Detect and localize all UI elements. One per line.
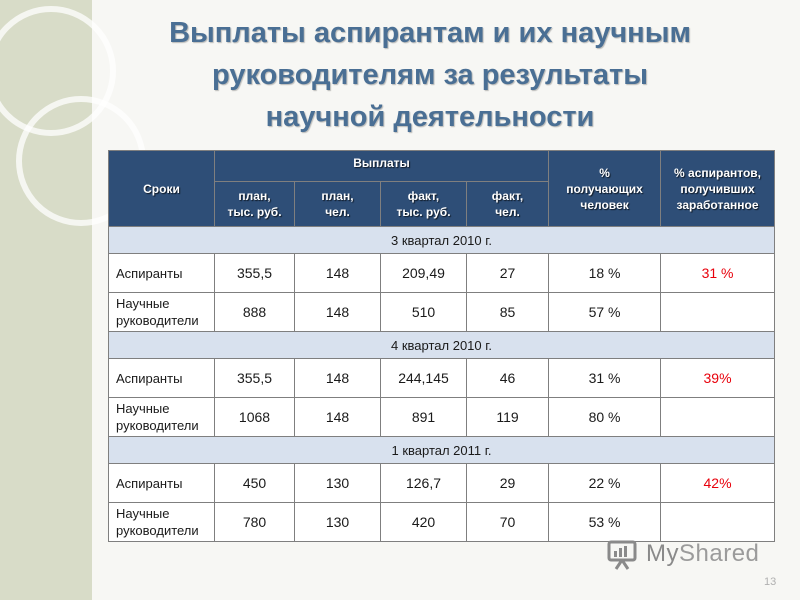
row-label-line-1: Научные: [116, 401, 170, 416]
cell-fact-rub: 209,49: [381, 254, 467, 293]
table-body: [109, 227, 775, 542]
cell-pct-receiving: 80 %: [549, 398, 661, 437]
header-pct-receiving-line-2: получающих: [566, 181, 643, 196]
cell-fact-rub: 891: [381, 398, 467, 437]
myshared-watermark: [606, 536, 759, 572]
slide-title: [130, 12, 730, 138]
row-label-line-1: Аспиранты: [116, 475, 183, 491]
header-fact-rub: [381, 182, 467, 227]
cell-plan-rub: 355,5: [215, 359, 295, 398]
cell-fact-ppl: 27: [467, 254, 549, 293]
row-label-line-2: руководители: [116, 313, 199, 328]
cell-plan-rub: 450: [215, 464, 295, 503]
header-pct-receiving: [549, 151, 661, 227]
cell-pct-receiving: 18 %: [549, 254, 661, 293]
cell-fact-rub: 420: [381, 503, 467, 542]
header-plan-ppl-line-2: чел.: [325, 205, 350, 219]
slide-title-line-1: Выплаты аспирантам и их научным: [169, 17, 691, 49]
cell-pct-students: 31 %: [661, 254, 775, 293]
cell-plan-ppl: 148: [295, 398, 381, 437]
cell-plan-rub: 888: [215, 293, 295, 332]
header-pct-students-line-2: получивших: [680, 181, 755, 196]
cell-plan-rub: 1068: [215, 398, 295, 437]
row-label-line-1: Аспиранты: [116, 265, 183, 281]
cell-pct-students: [661, 398, 775, 437]
header-sroki: Сроки: [109, 151, 215, 227]
cell-fact-rub: 126,7: [381, 464, 467, 503]
period-row: [109, 227, 775, 254]
cell-plan-ppl: 148: [295, 254, 381, 293]
table-row: [109, 464, 775, 503]
cell-fact-ppl: 70: [467, 503, 549, 542]
table-row: [109, 254, 775, 293]
cell-pct-receiving: 53 %: [549, 503, 661, 542]
table-row: [109, 398, 775, 437]
cell-fact-ppl: 46: [467, 359, 549, 398]
watermark-text-my: My: [646, 540, 679, 567]
header-pct-receiving-line-1: %: [599, 165, 610, 180]
cell-plan-rub: 780: [215, 503, 295, 542]
header-plan-rub-line-2: тыс. руб.: [227, 205, 282, 219]
row-label: [109, 464, 215, 503]
cell-fact-ppl: 29: [467, 464, 549, 503]
period-label: 1 квартал 2011 г.: [109, 437, 775, 464]
period-row: [109, 332, 775, 359]
row-label-line-2: руководители: [116, 523, 199, 538]
row-label: [109, 359, 215, 398]
row-label-line-1: Аспиранты: [116, 370, 183, 386]
row-label: [109, 254, 215, 293]
header-plan-rub: [215, 182, 295, 227]
slide-title-line-3: научной деятельности: [265, 101, 595, 133]
header-fact-rub-line-1: факт,: [407, 189, 440, 203]
cell-pct-receiving: 31 %: [549, 359, 661, 398]
period-label: 4 квартал 2010 г.: [109, 332, 775, 359]
header-fact-ppl-line-2: чел.: [495, 205, 520, 219]
header-vyplaty: Выплаты: [215, 151, 549, 182]
header-fact-ppl-line-1: факт,: [491, 189, 524, 203]
row-label: [109, 293, 215, 332]
table-row: [109, 359, 775, 398]
slide-number: 13: [764, 576, 777, 588]
header-plan-ppl: [295, 182, 381, 227]
cell-pct-receiving: 22 %: [549, 464, 661, 503]
cell-fact-ppl: 85: [467, 293, 549, 332]
bar-chart-icon: [606, 537, 640, 571]
cell-pct-students: 39%: [661, 359, 775, 398]
table-row: [109, 293, 775, 332]
payments-table: [108, 150, 775, 542]
header-fact-rub-line-2: тыс. руб.: [396, 205, 451, 219]
table-header: [109, 151, 775, 227]
header-pct-students: [661, 151, 775, 227]
header-fact-ppl: [467, 182, 549, 227]
cell-pct-students: 42%: [661, 464, 775, 503]
cell-plan-ppl: 148: [295, 293, 381, 332]
slide-title-line-2: руководителям за результаты: [211, 59, 648, 91]
header-pct-students-line-3: заработанное: [676, 197, 759, 212]
header-pct-receiving-line-3: человек: [580, 197, 629, 212]
row-label-line-1: Научные: [116, 296, 170, 311]
watermark-text-shared: Shared: [679, 540, 760, 567]
row-label: [109, 503, 215, 542]
row-label-line-1: Научные: [116, 506, 170, 521]
cell-plan-rub: 355,5: [215, 254, 295, 293]
cell-fact-rub: 244,145: [381, 359, 467, 398]
cell-pct-receiving: 57 %: [549, 293, 661, 332]
cell-fact-rub: 510: [381, 293, 467, 332]
watermark-text: [646, 540, 759, 568]
cell-plan-ppl: 130: [295, 503, 381, 542]
period-label: 3 квартал 2010 г.: [109, 227, 775, 254]
cell-pct-students: [661, 293, 775, 332]
row-label-line-2: руководители: [116, 418, 199, 433]
header-pct-students-line-1: % аспирантов,: [674, 165, 762, 180]
cell-plan-ppl: 148: [295, 359, 381, 398]
cell-fact-ppl: 119: [467, 398, 549, 437]
header-plan-rub-line-1: план,: [238, 189, 271, 203]
period-row: [109, 437, 775, 464]
cell-plan-ppl: 130: [295, 464, 381, 503]
row-label: [109, 398, 215, 437]
header-plan-ppl-line-1: план,: [321, 189, 354, 203]
